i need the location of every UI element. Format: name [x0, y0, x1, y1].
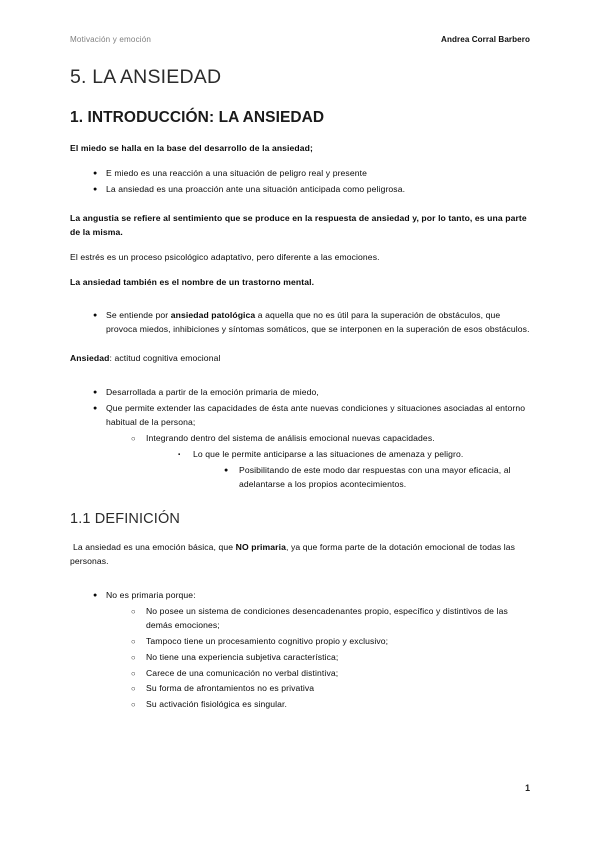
list-item: [131, 635, 532, 649]
list-item-label: [106, 309, 532, 337]
list-item-label: Desarrollada a partir de la emoción primaria de miedo,: [106, 387, 319, 398]
paragraph-ansiedad-label: [70, 352, 532, 366]
list-item-label: Que permite extender las capacidades de ésta ante nuevas condiciones y situaciones asociadas al entorno habitual de la persona;: [106, 403, 526, 428]
list-nested-level3: [178, 448, 532, 492]
paragraph-definicion: [70, 541, 532, 569]
spacer: [70, 199, 532, 212]
emphasis-ansiedad: Ansiedad: [70, 353, 110, 364]
document-body: [70, 66, 532, 714]
text-suffix: , ya que forma parte de la dotación emocional de todas las personas.: [70, 542, 516, 566]
bullet-disc-icon: ●: [93, 312, 98, 320]
list-item: [93, 167, 532, 181]
list-item: [93, 183, 532, 197]
bullet-circle-icon: ○: [131, 652, 136, 662]
bullet-disc-icon: ●: [93, 591, 98, 599]
list-item: [131, 682, 532, 696]
running-header: [70, 35, 530, 44]
bullet-circle-icon: ○: [131, 684, 136, 694]
text-suffix: a aquella que no es útil para la superación de obstáculos, que provoca miedos, inhibiciones y síntomas somáticos, que se interponen en la superación de esos obstáculos.: [106, 310, 530, 335]
list-item-label: Su forma de afrontamientos no es privativa: [146, 683, 315, 694]
section-heading-introduccion: 1. INTRODUCCIÓN: LA ANSIEDAD: [70, 109, 325, 127]
text-prefix: Se entiende por: [106, 310, 171, 321]
list-ansiedad-patologica: [93, 309, 532, 337]
spacer: [70, 580, 532, 589]
list-nested-level2: [131, 432, 532, 492]
list-item: [131, 605, 532, 633]
text-prefix: La ansiedad es una emoción básica, que: [73, 542, 236, 553]
paragraph-trastorno-mental: La ansiedad también es el nombre de un trastorno mental.: [70, 276, 315, 287]
emphasis-ansiedad-patologica: ansiedad patológica: [170, 310, 256, 321]
list-reasons: [131, 605, 532, 712]
bullet-disc-icon: ●: [224, 466, 229, 474]
list-item-label: Su activación fisiológica es singular.: [146, 699, 288, 710]
bullet-circle-icon: ○: [131, 636, 136, 646]
list-item-label: La ansiedad es una proacción ante una situación anticipada como peligrosa.: [106, 183, 406, 194]
bullet-square-icon: ▪: [178, 450, 181, 458]
list-item-label: Tampoco tiene un procesamiento cognitivo propio y exclusivo;: [146, 635, 389, 646]
list-item-label: Integrando dentro del sistema de análisis emocional nuevas capacidades.: [146, 433, 435, 443]
bullet-disc-icon: ●: [93, 405, 98, 413]
paragraph-miedo-base: El miedo se halla en la base del desarrollo de la ansiedad;: [70, 143, 313, 154]
paragraph-angustia: La angustia se refiere al sentimiento que se produce en la respuesta de ansiedad y, por lo tanto, es una parte de la misma.: [70, 212, 527, 237]
running-header-right: Andrea Corral Barbero: [441, 35, 530, 44]
bullet-circle-icon: ○: [131, 700, 136, 710]
bullet-disc-icon: ●: [93, 185, 98, 193]
running-header-left: Motivación y emoción: [70, 35, 152, 44]
page-title: 5. LA ANSIEDAD: [70, 66, 222, 88]
bullet-circle-icon: ○: [131, 434, 136, 443]
list-item-label: Lo que le permite anticiparse a las situaciones de amenaza y peligro.: [193, 448, 464, 459]
list-item: [93, 309, 532, 337]
bullet-circle-icon: ○: [131, 606, 136, 616]
list-item: [93, 402, 532, 492]
section-heading-definicion: 1.1 DEFINICIÓN: [70, 510, 180, 527]
spacer: [70, 377, 532, 386]
list-item-label: Carece de una comunicación no verbal distintiva;: [146, 667, 339, 678]
list-item: [224, 464, 532, 492]
list-item-label: No tiene una experiencia subjetiva característica;: [146, 651, 339, 662]
list-intro-bullets: [93, 167, 532, 197]
list-nested-level4: [224, 464, 532, 492]
emphasis-no-primaria: NO primaria: [235, 542, 286, 553]
page-number: 1: [525, 783, 530, 793]
list-item-label: No es primaria porque:: [106, 589, 196, 600]
spacer: [70, 300, 532, 309]
bullet-disc-icon: ●: [93, 169, 98, 177]
list-no-primaria: [93, 589, 532, 712]
bullet-disc-icon: ●: [93, 389, 98, 397]
label-rest: : actitud cognitiva emocional: [109, 353, 221, 364]
list-item-label: E miedo es una reacción a una situación de peligro real y presente: [106, 167, 367, 178]
list-item: [93, 386, 532, 400]
list-item: [93, 589, 532, 712]
list-item-label: No posee un sistema de condiciones desencadenantes propio, específico y distintivos de las demás emociones;: [146, 605, 508, 630]
spacer: [70, 339, 532, 352]
list-item: [131, 698, 532, 712]
list-item: [178, 448, 532, 492]
list-item: [131, 432, 532, 492]
list-item: [131, 651, 532, 665]
bullet-circle-icon: ○: [131, 668, 136, 678]
list-item: [131, 667, 532, 681]
paragraph-estres: El estrés es un proceso psicológico adaptativo, pero diferente a las emociones.: [70, 251, 380, 262]
list-item-label: Posibilitando de este modo dar respuestas con una mayor eficacia, al adelantarse a los propios acontecimientos.: [239, 464, 511, 489]
list-actitud-cognitiva: [93, 386, 532, 491]
